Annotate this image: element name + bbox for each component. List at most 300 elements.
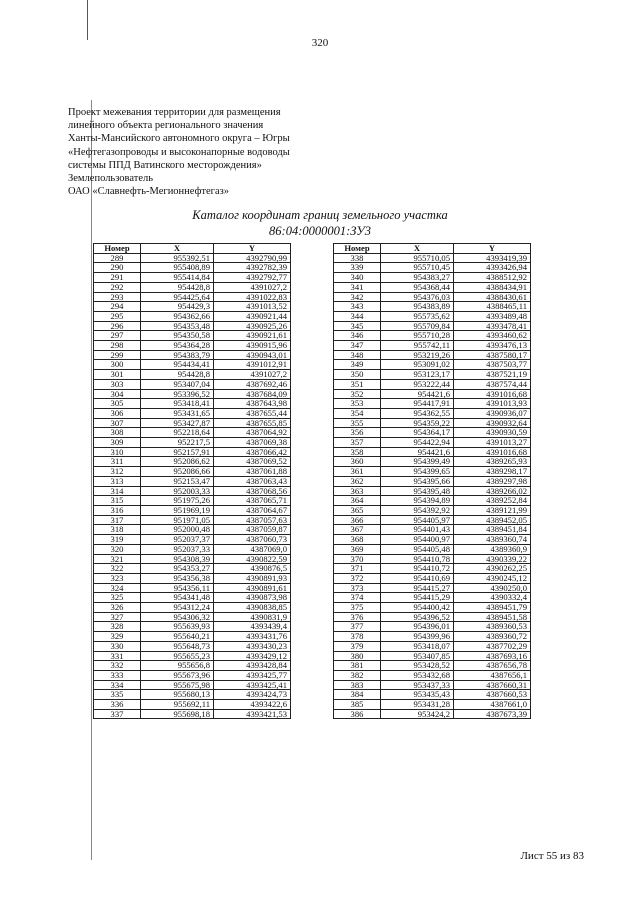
x-coordinate-cell: 953435,43 xyxy=(381,690,454,700)
y-coordinate-cell: 4393478,41 xyxy=(454,321,531,331)
point-number-cell: 321 xyxy=(94,554,141,564)
point-number-cell: 298 xyxy=(94,341,141,351)
x-coordinate-cell: 955742,11 xyxy=(381,341,454,351)
x-coordinate-cell: 955673,96 xyxy=(141,670,214,680)
y-coordinate-cell: 4387574,44 xyxy=(454,379,531,389)
y-coordinate-cell: 4387521,19 xyxy=(454,370,531,380)
x-coordinate-cell: 953437,33 xyxy=(381,680,454,690)
point-number-cell: 335 xyxy=(94,690,141,700)
x-coordinate-cell: 955709,84 xyxy=(381,321,454,331)
header-line: линейного объекта регионального значения xyxy=(68,120,264,132)
header-line: системы ППД Ватинского месторождения» xyxy=(68,159,262,171)
y-coordinate-cell: 4390921,61 xyxy=(214,331,291,341)
x-coordinate-cell: 952218,64 xyxy=(141,428,214,438)
x-coordinate-cell: 954428,8 xyxy=(141,282,214,292)
y-coordinate-cell: 4389121,99 xyxy=(454,505,531,515)
x-coordinate-cell: 954383,79 xyxy=(141,350,214,360)
y-coordinate-cell: 4390339,22 xyxy=(454,554,531,564)
header-line: Проект межевания территории для размещения xyxy=(68,107,281,118)
point-number-cell: 368 xyxy=(334,535,381,545)
y-coordinate-cell: 4387656,78 xyxy=(454,661,531,671)
point-number-cell: 339 xyxy=(334,263,381,273)
point-number-cell: 353 xyxy=(334,399,381,409)
point-number-cell: 330 xyxy=(94,641,141,651)
table-row xyxy=(94,476,291,486)
x-coordinate-cell: 954399,65 xyxy=(381,467,454,477)
table-row xyxy=(94,467,291,477)
y-coordinate-cell: 4390245,12 xyxy=(454,573,531,583)
point-number-cell: 386 xyxy=(334,709,381,719)
y-coordinate-cell: 4391013,93 xyxy=(454,399,531,409)
x-coordinate-cell: 954425,64 xyxy=(141,292,214,302)
x-coordinate-cell: 954353,27 xyxy=(141,564,214,574)
table-row xyxy=(334,641,531,651)
y-coordinate-cell: 4390831,9 xyxy=(214,612,291,622)
header-line: «Нефтегазопроводы и высоконапорные водоводы xyxy=(68,146,290,158)
y-coordinate-cell: 4390915,96 xyxy=(214,341,291,351)
y-coordinate-cell: 4393422,6 xyxy=(214,700,291,710)
x-coordinate-cell: 953222,44 xyxy=(381,379,454,389)
x-coordinate-cell: 955640,21 xyxy=(141,632,214,642)
point-number-cell: 382 xyxy=(334,670,381,680)
x-coordinate-cell: 955692,11 xyxy=(141,700,214,710)
x-coordinate-cell: 953091,02 xyxy=(381,360,454,370)
y-coordinate-cell: 4391016,68 xyxy=(454,389,531,399)
table-row xyxy=(334,379,531,389)
point-number-cell: 289 xyxy=(94,253,141,263)
point-number-cell: 327 xyxy=(94,612,141,622)
y-coordinate-cell: 4393424,73 xyxy=(214,690,291,700)
table-row xyxy=(334,700,531,710)
y-coordinate-cell: 4390838,85 xyxy=(214,603,291,613)
table-row xyxy=(94,535,291,545)
x-coordinate-cell: 955639,93 xyxy=(141,622,214,632)
x-coordinate-cell: 954368,44 xyxy=(381,282,454,292)
x-coordinate-cell: 954383,27 xyxy=(381,273,454,283)
y-coordinate-cell: 4390250,0 xyxy=(454,583,531,593)
table-row xyxy=(334,467,531,477)
x-coordinate-cell: 954308,39 xyxy=(141,554,214,564)
y-coordinate-cell: 4391027,2 xyxy=(214,282,291,292)
y-coordinate-cell: 4391013,52 xyxy=(214,302,291,312)
table-row xyxy=(334,282,531,292)
point-number-cell: 385 xyxy=(334,700,381,710)
point-number-cell: 293 xyxy=(94,292,141,302)
point-number-cell: 316 xyxy=(94,505,141,515)
point-number-cell: 384 xyxy=(334,690,381,700)
y-coordinate-cell: 4387057,63 xyxy=(214,515,291,525)
y-coordinate-cell: 4387060,73 xyxy=(214,535,291,545)
y-coordinate-cell: 4387068,56 xyxy=(214,486,291,496)
y-coordinate-cell: 4387064,92 xyxy=(214,428,291,438)
y-coordinate-cell: 4389265,93 xyxy=(454,457,531,467)
column-header-x: X xyxy=(141,244,214,254)
cadastral-number: 86:04:0000001:ЗУ3 xyxy=(269,224,371,238)
y-coordinate-cell: 4393421,53 xyxy=(214,709,291,719)
y-coordinate-cell: 4389298,17 xyxy=(454,467,531,477)
point-number-cell: 324 xyxy=(94,583,141,593)
y-coordinate-cell: 4387069,0 xyxy=(214,544,291,554)
y-coordinate-cell: 4387580,17 xyxy=(454,350,531,360)
y-coordinate-cell: 4390891,93 xyxy=(214,573,291,583)
point-number-cell: 323 xyxy=(94,573,141,583)
y-coordinate-cell: 4390930,59 xyxy=(454,428,531,438)
y-coordinate-cell: 4387064,67 xyxy=(214,505,291,515)
x-coordinate-cell: 952086,62 xyxy=(141,457,214,467)
page-number: 320 xyxy=(311,37,329,49)
x-coordinate-cell: 955656,8 xyxy=(141,661,214,671)
point-number-cell: 352 xyxy=(334,389,381,399)
x-coordinate-cell: 954306,32 xyxy=(141,612,214,622)
x-coordinate-cell: 954428,8 xyxy=(141,370,214,380)
y-coordinate-cell: 4392790,99 xyxy=(214,253,291,263)
point-number-cell: 358 xyxy=(334,447,381,457)
x-coordinate-cell: 954392,92 xyxy=(381,505,454,515)
table-header-row xyxy=(334,244,531,254)
x-coordinate-cell: 954364,28 xyxy=(141,341,214,351)
x-coordinate-cell: 954376,03 xyxy=(381,292,454,302)
x-coordinate-cell: 955735,62 xyxy=(381,311,454,321)
y-coordinate-cell: 4393489,48 xyxy=(454,311,531,321)
point-number-cell: 301 xyxy=(94,370,141,380)
column-header-x: X xyxy=(381,244,454,254)
y-coordinate-cell: 4390822,59 xyxy=(214,554,291,564)
y-coordinate-cell: 4389451,79 xyxy=(454,603,531,613)
table-row xyxy=(334,544,531,554)
point-number-cell: 365 xyxy=(334,505,381,515)
y-coordinate-cell: 4387673,39 xyxy=(454,709,531,719)
x-coordinate-cell: 954396,01 xyxy=(381,622,454,632)
x-coordinate-cell: 952037,37 xyxy=(141,535,214,545)
y-coordinate-cell: 4393431,76 xyxy=(214,632,291,642)
point-number-cell: 325 xyxy=(94,593,141,603)
point-number-cell: 320 xyxy=(94,544,141,554)
x-coordinate-cell: 954401,43 xyxy=(381,525,454,535)
point-number-cell: 312 xyxy=(94,467,141,477)
point-number-cell: 374 xyxy=(334,593,381,603)
point-number-cell: 346 xyxy=(334,331,381,341)
table-row xyxy=(334,670,531,680)
table-row xyxy=(94,661,291,671)
point-number-cell: 322 xyxy=(94,564,141,574)
coordinates-table-left xyxy=(93,243,291,719)
point-number-cell: 297 xyxy=(94,331,141,341)
point-number-cell: 326 xyxy=(94,603,141,613)
point-number-cell: 360 xyxy=(334,457,381,467)
x-coordinate-cell: 954362,66 xyxy=(141,311,214,321)
x-coordinate-cell: 954362,55 xyxy=(381,408,454,418)
point-number-cell: 349 xyxy=(334,360,381,370)
x-coordinate-cell: 954421,6 xyxy=(381,389,454,399)
y-coordinate-cell: 4389451,58 xyxy=(454,612,531,622)
point-number-cell: 315 xyxy=(94,496,141,506)
y-coordinate-cell: 4387655,44 xyxy=(214,408,291,418)
table-row xyxy=(94,700,291,710)
x-coordinate-cell: 955698,18 xyxy=(141,709,214,719)
x-coordinate-cell: 955408,89 xyxy=(141,263,214,273)
y-coordinate-cell: 4387684,09 xyxy=(214,389,291,399)
header-line: Землепользователь xyxy=(68,173,154,185)
y-coordinate-cell: 4392782,39 xyxy=(214,263,291,273)
point-number-cell: 311 xyxy=(94,457,141,467)
x-coordinate-cell: 952037,33 xyxy=(141,544,214,554)
y-coordinate-cell: 4387660,53 xyxy=(454,690,531,700)
point-number-cell: 334 xyxy=(94,680,141,690)
point-number-cell: 347 xyxy=(334,341,381,351)
x-coordinate-cell: 955710,45 xyxy=(381,263,454,273)
table-row xyxy=(94,408,291,418)
y-coordinate-cell: 4391013,27 xyxy=(454,438,531,448)
point-number-cell: 307 xyxy=(94,418,141,428)
y-coordinate-cell: 4387660,31 xyxy=(454,680,531,690)
y-coordinate-cell: 4389297,98 xyxy=(454,476,531,486)
y-coordinate-cell: 4387655,85 xyxy=(214,418,291,428)
y-coordinate-cell: 4387065,71 xyxy=(214,496,291,506)
table-row xyxy=(334,709,531,719)
x-coordinate-cell: 954410,72 xyxy=(381,564,454,574)
x-coordinate-cell: 954399,96 xyxy=(381,632,454,642)
table-row xyxy=(334,438,531,448)
y-coordinate-cell: 4390921,44 xyxy=(214,311,291,321)
point-number-cell: 292 xyxy=(94,282,141,292)
x-coordinate-cell: 954341,48 xyxy=(141,593,214,603)
y-coordinate-cell: 4389266,02 xyxy=(454,486,531,496)
y-coordinate-cell: 4393425,77 xyxy=(214,670,291,680)
x-coordinate-cell: 951975,26 xyxy=(141,496,214,506)
table-row xyxy=(334,370,531,380)
point-number-cell: 341 xyxy=(334,282,381,292)
x-coordinate-cell: 952003,33 xyxy=(141,486,214,496)
table-row xyxy=(94,379,291,389)
column-header-number: Номер xyxy=(94,244,141,254)
y-coordinate-cell: 4392792,77 xyxy=(214,273,291,283)
x-coordinate-cell: 951969,19 xyxy=(141,505,214,515)
point-number-cell: 379 xyxy=(334,641,381,651)
x-coordinate-cell: 953407,04 xyxy=(141,379,214,389)
y-coordinate-cell: 4390936,07 xyxy=(454,408,531,418)
x-coordinate-cell: 954429,3 xyxy=(141,302,214,312)
x-coordinate-cell: 954422,94 xyxy=(381,438,454,448)
x-coordinate-cell: 952086,66 xyxy=(141,467,214,477)
y-coordinate-cell: 4393425,41 xyxy=(214,680,291,690)
point-number-cell: 331 xyxy=(94,651,141,661)
point-number-cell: 337 xyxy=(94,709,141,719)
point-number-cell: 314 xyxy=(94,486,141,496)
point-number-cell: 361 xyxy=(334,467,381,477)
y-coordinate-cell: 4390932,64 xyxy=(454,418,531,428)
x-coordinate-cell: 951971,05 xyxy=(141,515,214,525)
x-coordinate-cell: 954421,6 xyxy=(381,447,454,457)
x-coordinate-cell: 953407,85 xyxy=(381,651,454,661)
table-row xyxy=(94,370,291,380)
point-number-cell: 351 xyxy=(334,379,381,389)
point-number-cell: 329 xyxy=(94,632,141,642)
x-coordinate-cell: 953427,87 xyxy=(141,418,214,428)
y-coordinate-cell: 4393428,84 xyxy=(214,661,291,671)
table-header-row xyxy=(94,244,291,254)
table-row xyxy=(334,408,531,418)
y-coordinate-cell: 4388434,91 xyxy=(454,282,531,292)
table-row xyxy=(94,709,291,719)
table-row xyxy=(334,603,531,613)
x-coordinate-cell: 952217,5 xyxy=(141,438,214,448)
point-number-cell: 371 xyxy=(334,564,381,574)
x-coordinate-cell: 955392,51 xyxy=(141,253,214,263)
point-number-cell: 306 xyxy=(94,408,141,418)
point-number-cell: 355 xyxy=(334,418,381,428)
point-number-cell: 310 xyxy=(94,447,141,457)
table-row xyxy=(94,632,291,642)
x-coordinate-cell: 954415,27 xyxy=(381,583,454,593)
x-coordinate-cell: 952153,47 xyxy=(141,476,214,486)
point-number-cell: 372 xyxy=(334,573,381,583)
table-row xyxy=(94,282,291,292)
sheet-footer: Лист 55 из 83 xyxy=(520,850,584,862)
point-number-cell: 305 xyxy=(94,399,141,409)
point-number-cell: 378 xyxy=(334,632,381,642)
y-coordinate-cell: 4389451,84 xyxy=(454,525,531,535)
point-number-cell: 362 xyxy=(334,476,381,486)
y-coordinate-cell: 4387643,98 xyxy=(214,399,291,409)
point-number-cell: 333 xyxy=(94,670,141,680)
table-row xyxy=(334,341,531,351)
x-coordinate-cell: 953431,28 xyxy=(381,700,454,710)
x-coordinate-cell: 954353,48 xyxy=(141,321,214,331)
y-coordinate-cell: 4387702,29 xyxy=(454,641,531,651)
x-coordinate-cell: 955414,84 xyxy=(141,273,214,283)
point-number-cell: 343 xyxy=(334,302,381,312)
table-row xyxy=(94,505,291,515)
y-coordinate-cell: 4393430,23 xyxy=(214,641,291,651)
point-number-cell: 373 xyxy=(334,583,381,593)
scan-artifact-line xyxy=(87,0,88,40)
point-number-cell: 363 xyxy=(334,486,381,496)
point-number-cell: 336 xyxy=(94,700,141,710)
x-coordinate-cell: 954417,91 xyxy=(381,399,454,409)
column-header-y: Y xyxy=(454,244,531,254)
point-number-cell: 304 xyxy=(94,389,141,399)
table-row xyxy=(94,544,291,554)
y-coordinate-cell: 4390943,01 xyxy=(214,350,291,360)
y-coordinate-cell: 4391027,2 xyxy=(214,370,291,380)
y-coordinate-cell: 4387692,46 xyxy=(214,379,291,389)
y-coordinate-cell: 4389252,84 xyxy=(454,496,531,506)
x-coordinate-cell: 952157,91 xyxy=(141,447,214,457)
y-coordinate-cell: 4387061,88 xyxy=(214,467,291,477)
y-coordinate-cell: 4387503,77 xyxy=(454,360,531,370)
y-coordinate-cell: 4387059,87 xyxy=(214,525,291,535)
y-coordinate-cell: 4390891,61 xyxy=(214,583,291,593)
point-number-cell: 303 xyxy=(94,379,141,389)
header-line: ОАО «Славнефть-Мегионнефтегаз» xyxy=(68,186,230,198)
x-coordinate-cell: 953418,41 xyxy=(141,399,214,409)
table-row xyxy=(94,311,291,321)
point-number-cell: 348 xyxy=(334,350,381,360)
table-row xyxy=(94,438,291,448)
x-coordinate-cell: 954405,97 xyxy=(381,515,454,525)
point-number-cell: 383 xyxy=(334,680,381,690)
y-coordinate-cell: 4393419,39 xyxy=(454,253,531,263)
x-coordinate-cell: 954312,24 xyxy=(141,603,214,613)
table-row xyxy=(94,603,291,613)
x-coordinate-cell: 954364,17 xyxy=(381,428,454,438)
point-number-cell: 296 xyxy=(94,321,141,331)
document-header xyxy=(68,106,290,198)
point-number-cell: 381 xyxy=(334,661,381,671)
y-coordinate-cell: 4391016,68 xyxy=(454,447,531,457)
point-number-cell: 300 xyxy=(94,360,141,370)
y-coordinate-cell: 4389452,05 xyxy=(454,515,531,525)
header-line: Ханты-Мансийского автономного округа – Югры xyxy=(68,133,290,145)
table-row xyxy=(334,399,531,409)
x-coordinate-cell: 953428,52 xyxy=(381,661,454,671)
x-coordinate-cell: 955655,23 xyxy=(141,651,214,661)
x-coordinate-cell: 954383,89 xyxy=(381,302,454,312)
point-number-cell: 375 xyxy=(334,603,381,613)
x-coordinate-cell: 955648,73 xyxy=(141,641,214,651)
x-coordinate-cell: 952000,48 xyxy=(141,525,214,535)
x-coordinate-cell: 954410,69 xyxy=(381,573,454,583)
x-coordinate-cell: 955710,28 xyxy=(381,331,454,341)
table-row xyxy=(334,535,531,545)
x-coordinate-cell: 954410,78 xyxy=(381,554,454,564)
x-coordinate-cell: 953396,52 xyxy=(141,389,214,399)
table-row xyxy=(94,573,291,583)
point-number-cell: 294 xyxy=(94,302,141,312)
point-number-cell: 338 xyxy=(334,253,381,263)
point-number-cell: 291 xyxy=(94,273,141,283)
x-coordinate-cell: 955680,13 xyxy=(141,690,214,700)
y-coordinate-cell: 4389360,53 xyxy=(454,622,531,632)
x-coordinate-cell: 955675,98 xyxy=(141,680,214,690)
y-coordinate-cell: 4387069,52 xyxy=(214,457,291,467)
x-coordinate-cell: 954395,66 xyxy=(381,476,454,486)
point-number-cell: 366 xyxy=(334,515,381,525)
x-coordinate-cell: 955710,05 xyxy=(381,253,454,263)
table-row xyxy=(334,476,531,486)
x-coordinate-cell: 954400,42 xyxy=(381,603,454,613)
point-number-cell: 313 xyxy=(94,476,141,486)
table-row xyxy=(94,641,291,651)
y-coordinate-cell: 4390876,5 xyxy=(214,564,291,574)
y-coordinate-cell: 4393460,62 xyxy=(454,331,531,341)
point-number-cell: 350 xyxy=(334,370,381,380)
table-row xyxy=(94,564,291,574)
x-coordinate-cell: 953418,07 xyxy=(381,641,454,651)
point-number-cell: 377 xyxy=(334,622,381,632)
point-number-cell: 345 xyxy=(334,321,381,331)
table-row xyxy=(94,302,291,312)
point-number-cell: 380 xyxy=(334,651,381,661)
x-coordinate-cell: 954359,22 xyxy=(381,418,454,428)
table-row xyxy=(94,399,291,409)
coordinates-table-right xyxy=(333,243,531,719)
x-coordinate-cell: 954350,58 xyxy=(141,331,214,341)
point-number-cell: 356 xyxy=(334,428,381,438)
y-coordinate-cell: 4387656,1 xyxy=(454,670,531,680)
y-coordinate-cell: 4387069,38 xyxy=(214,438,291,448)
point-number-cell: 299 xyxy=(94,350,141,360)
point-number-cell: 309 xyxy=(94,438,141,448)
catalog-title: Каталог координат границ земельного участка xyxy=(192,208,448,222)
point-number-cell: 340 xyxy=(334,273,381,283)
x-coordinate-cell: 954356,38 xyxy=(141,573,214,583)
x-coordinate-cell: 954395,48 xyxy=(381,486,454,496)
table-row xyxy=(334,661,531,671)
point-number-cell: 317 xyxy=(94,515,141,525)
y-coordinate-cell: 4387661,0 xyxy=(454,700,531,710)
x-coordinate-cell: 953219,26 xyxy=(381,350,454,360)
